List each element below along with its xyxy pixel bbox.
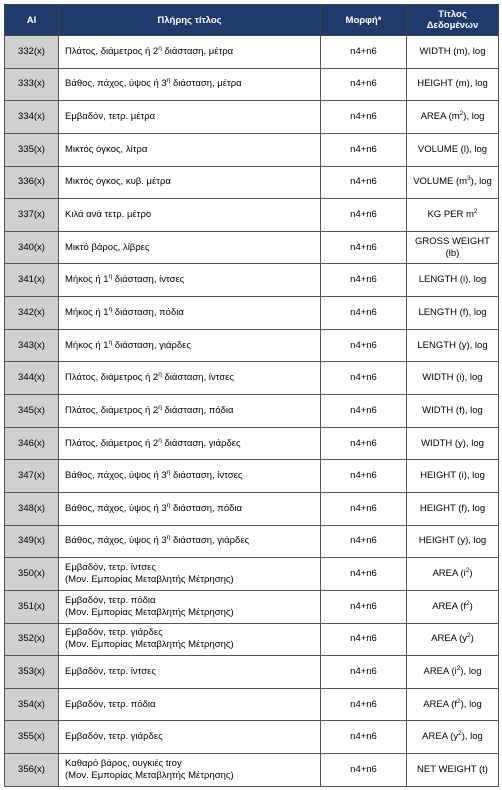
row-data-title-text: AREA (i [423,665,457,677]
cell-ai: 347(x) [5,460,59,493]
cell-ai: 340(x) [5,231,59,264]
cell-format: n4+n6 [321,133,407,166]
row-title-sup: η [158,371,162,379]
row-data-title-text: WIDTH (f), log [422,404,483,416]
table-row [5,427,499,460]
cell-format: n4+n6 [321,264,407,297]
cell-title [59,525,321,558]
cell-format: n4+n6 [321,199,407,232]
cell-format: n4+n6 [321,721,407,754]
cell-title [59,264,321,297]
row-title-text-end: διάσταση, πόδια [170,502,243,514]
table-row [5,558,499,591]
row-title-text: Εμβαδόν, τετρ. γιάρδες [65,627,163,639]
row-data-title-sup: 2 [465,566,470,574]
table-row [5,36,499,69]
table-row [5,101,499,134]
cell-title [59,199,321,232]
row-data-title-text: LENGTH (y), log [417,339,488,351]
cell-ai: 343(x) [5,329,59,362]
row-data-title-text-end: ), log [460,665,482,677]
cell-title [59,133,321,166]
row-title-text-end: διάσταση, ίντσες [170,470,243,482]
cell-ai: 341(x) [5,264,59,297]
cell-data-title [407,590,499,623]
row-title-text: Βάθος, πάχος, ύψος ή 3 [65,535,167,547]
row-title-line2: (Μον. Εμπορίας Μεταβλητής Μέτρησης) [65,606,234,618]
table-row [5,297,499,330]
cell-data-title [407,68,499,101]
row-title-text: Εμβαδόν, τετρ. γιάρδες [65,731,163,743]
cell-title [59,460,321,493]
cell-format: n4+n6 [321,590,407,623]
cell-ai: 337(x) [5,199,59,232]
cell-title [59,297,321,330]
row-data-title-sup: 2 [459,109,464,117]
cell-data-title [407,362,499,395]
row-data-title-text-end: ) [469,600,473,612]
row-data-title-text-end: ), log [461,731,483,743]
row-title-text: Μικτό βάρος, λίβρες [65,241,150,253]
row-title-text-end: διάσταση, ίντσες [112,274,185,286]
row-data-title-text: LENGTH (f), log [418,306,487,318]
cell-ai: 344(x) [5,362,59,395]
cell-ai: 336(x) [5,166,59,199]
row-data-title-sup: 2 [467,632,471,640]
row-title-sup: η [166,468,171,476]
ai-table [4,4,499,787]
cell-format: n4+n6 [321,101,407,134]
cell-data-title [407,36,499,69]
row-title-text-end: διάσταση, ίντσες [161,372,234,384]
cell-format: n4+n6 [321,166,407,199]
cell-format: n4+n6 [321,688,407,721]
table-row [5,460,499,493]
cell-ai: 353(x) [5,656,59,689]
cell-data-title [407,101,499,134]
table-row [5,329,499,362]
cell-title [59,36,321,69]
table-row [5,492,499,525]
cell-title [59,362,321,395]
row-title-text: Μικτός όγκος, λίτρα [65,143,148,155]
row-title-sup: η [166,77,171,85]
cell-data-title [407,688,499,721]
cell-format: n4+n6 [321,297,407,330]
cell-title [59,329,321,362]
row-data-title-text: AREA (y [422,731,459,743]
cell-ai: 332(x) [5,36,59,69]
cell-format: n4+n6 [321,656,407,689]
cell-title [59,68,321,101]
cell-title [59,427,321,460]
cell-data-title [407,623,499,656]
row-title-sup: η [166,501,171,509]
row-title-text-end: διάσταση, γιάρδες [161,437,241,449]
row-title-sup: η [158,436,162,444]
row-title-text-end: διάσταση, μέτρα [161,45,234,57]
row-title-text: Μήκος ή 1 [65,274,109,286]
header-title: Πλήρης τίτλος [59,5,321,36]
cell-format: n4+n6 [321,623,407,656]
cell-format: n4+n6 [321,68,407,101]
cell-ai: 351(x) [5,590,59,623]
row-title-text: Εμβαδόν, τετρ. πόδια [65,698,156,710]
cell-format: n4+n6 [321,362,407,395]
row-title-text-end: διάσταση, πόδια [161,404,234,416]
table-row [5,590,499,623]
cell-format: n4+n6 [321,525,407,558]
cell-ai: 334(x) [5,101,59,134]
cell-ai: 349(x) [5,525,59,558]
table-row [5,656,499,689]
row-title-text: Πλάτος, διάμετρος ή 2 [65,372,159,384]
row-data-title-text-end: ), log [460,698,482,710]
row-title-text: Καθαρό βάρος, ουγκιές troy [65,757,182,769]
cell-title [59,101,321,134]
cell-ai: 350(x) [5,558,59,591]
cell-title [59,656,321,689]
row-title-line2: (Μον. Εμπορίας Μεταβλητής Μέτρησης) [65,769,234,781]
table-row [5,623,499,656]
row-data-title-sup: 2 [456,664,461,672]
cell-data-title [407,754,499,787]
row-title-sup: η [108,338,113,346]
row-data-title-text: HEIGHT (y), log [418,535,487,547]
table-row [5,68,499,101]
cell-title [59,395,321,428]
row-title-text-end: διάσταση, γιάρδες [170,535,250,547]
cell-ai: 352(x) [5,623,59,656]
row-title-text: Βάθος, πάχος, ύψος ή 3 [65,502,167,514]
row-data-title-sup: 3 [467,175,471,183]
table-header-row [5,5,499,36]
row-data-title-text: HEIGHT (i), log [420,470,485,482]
row-data-title-text: WIDTH (y), log [421,437,484,449]
table-row [5,199,499,232]
row-data-title-text: AREA (y [431,633,468,645]
cell-ai: 354(x) [5,688,59,721]
row-title-text-end: διάσταση, γιάρδες [112,339,191,351]
header-data-title-line1: Τίτλος [438,9,467,20]
row-title-line2: (Μον. Εμπορίας Μεταβλητής Μέτρησης) [65,639,234,651]
cell-data-title [407,199,499,232]
cell-data-title [407,133,499,166]
row-data-title-sup: 2 [466,599,470,607]
cell-format: n4+n6 [321,754,407,787]
table-row [5,166,499,199]
row-title-text: Βάθος, πάχος, ύψος ή 3 [65,78,167,90]
cell-data-title [407,460,499,493]
row-title-text-end: διάσταση, πόδια [112,306,184,318]
cell-title [59,231,321,264]
row-data-title-text-end: ), log [463,111,485,123]
row-title-text: Εμβαδόν, τετρ. ίντσες [65,562,156,574]
row-data-title-text: WIDTH (m), log [419,45,486,57]
row-data-title-sup: 2 [457,697,461,705]
row-title-text: Μήκος ή 1 [65,339,109,351]
cell-data-title [407,329,499,362]
table-row [5,133,499,166]
cell-data-title [407,264,499,297]
row-title-sup: η [158,403,162,411]
cell-title [59,688,321,721]
row-title-text: Εμβαδόν, τετρ. πόδια [65,594,156,606]
cell-format: n4+n6 [321,460,407,493]
cell-ai: 356(x) [5,754,59,787]
row-data-title-text: AREA (i [432,568,466,580]
cell-data-title [407,297,499,330]
table-row [5,754,499,787]
row-title-text: Πλάτος, διάμετρος ή 2 [65,404,159,416]
row-data-title-text-end: ) [469,568,473,580]
table-row [5,721,499,754]
row-data-title-text-end: ) [470,633,474,645]
row-title-line2: (Μον. Εμπορίας Μεταβλητής Μέτρησης) [65,574,234,586]
header-data-title-line2: Δεδομένων [426,20,479,31]
row-title-text: Εμβαδόν, τετρ. ίντσες [65,665,156,677]
row-title-text: Μικτός όγκος, κυβ. μέτρα [65,176,171,188]
row-title-sup: η [108,305,113,313]
table-row [5,231,499,264]
cell-title [59,754,321,787]
cell-ai: 346(x) [5,427,59,460]
cell-data-title [407,721,499,754]
row-data-title-text: KG PER m [427,209,474,221]
cell-data-title [407,656,499,689]
cell-title [59,166,321,199]
row-data-title-text: GROSS WEIGHT [415,235,490,247]
cell-format: n4+n6 [321,231,407,264]
row-data-title-sup: 2 [458,730,462,738]
cell-ai: 348(x) [5,492,59,525]
cell-format: n4+n6 [321,395,407,428]
table-row [5,264,499,297]
cell-data-title [407,525,499,558]
row-data-title-text: AREA (f [423,698,458,710]
row-data-title-text: LENGTH (i), log [418,274,487,286]
cell-title [59,590,321,623]
row-title-text: Πλάτος, διάμετρος ή 2 [65,437,159,449]
cell-ai: 355(x) [5,721,59,754]
header-data-title [407,5,499,36]
row-title-sup: η [158,44,162,52]
row-title-sup: η [166,534,171,542]
cell-data-title [407,558,499,591]
row-title-text: Πλάτος, διάμετρος ή 2 [65,45,159,57]
cell-data-title [407,166,499,199]
row-data-title-text: AREA (m [420,111,460,123]
table-row [5,688,499,721]
table-row [5,362,499,395]
cell-format: n4+n6 [321,329,407,362]
cell-ai: 342(x) [5,297,59,330]
cell-ai: 333(x) [5,68,59,101]
cell-title [59,623,321,656]
row-data-title-text: WIDTH (i), log [422,372,483,384]
table-row [5,525,499,558]
cell-data-title [407,492,499,525]
cell-data-title [407,395,499,428]
cell-title [59,558,321,591]
row-data-title-line2: (lb) [445,247,460,259]
row-title-text: Εμβαδόν, τετρ. μέτρα [65,111,156,123]
row-data-title-text: HEIGHT (f), log [419,502,486,514]
cell-format: n4+n6 [321,492,407,525]
row-data-title-text: NET WEIGHT (t) [417,763,488,775]
row-data-title-text-end: ), log [470,176,492,188]
header-ai: AI [5,5,59,36]
cell-ai: 335(x) [5,133,59,166]
row-data-title-sup: 2 [473,207,478,215]
cell-title [59,492,321,525]
cell-format: n4+n6 [321,427,407,460]
row-title-text: Κιλά ανά τετρ. μέτρο [65,209,152,221]
row-data-title-text: VOLUME (l), log [417,143,488,155]
cell-ai: 345(x) [5,395,59,428]
table-row [5,395,499,428]
row-title-text: Μήκος ή 1 [65,306,109,318]
row-data-title-text: VOLUME (m [413,176,468,188]
row-title-sup: η [108,273,113,281]
row-data-title-text: AREA (f [432,600,466,612]
cell-title [59,721,321,754]
cell-data-title [407,231,499,264]
cell-format: n4+n6 [321,558,407,591]
cell-data-title [407,427,499,460]
row-title-text-end: διάσταση, μέτρα [170,78,242,90]
cell-format: n4+n6 [321,36,407,69]
row-data-title-text: HEIGHT (m), log [417,78,488,90]
row-title-text: Βάθος, πάχος, ύψος ή 3 [65,470,167,482]
header-format: Μορφή* [321,5,407,36]
